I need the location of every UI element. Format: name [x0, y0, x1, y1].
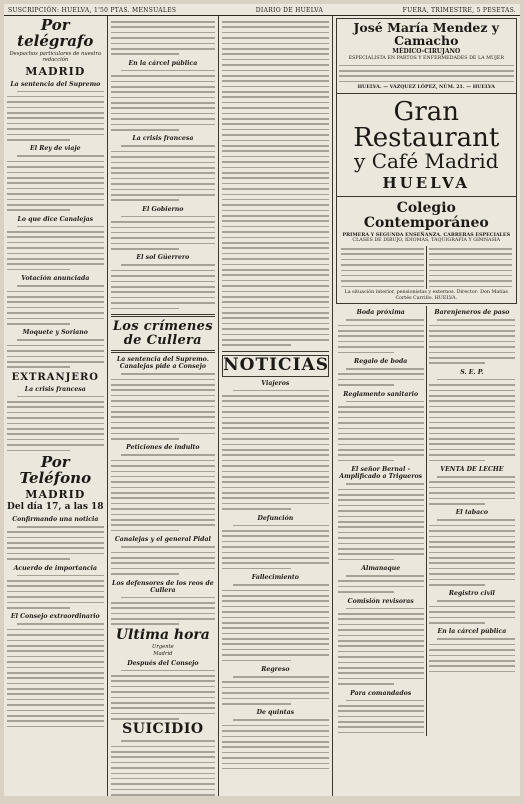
section-comision-revisoras: Comisión revisoras: [347, 597, 414, 605]
headline-noticias: NOTICIAS: [223, 354, 330, 375]
section-de-quintas: De quintas: [256, 709, 295, 717]
article-body: [111, 544, 216, 576]
article-body: [222, 388, 328, 512]
article-body: [338, 698, 424, 736]
article-body: [7, 224, 104, 273]
headline-por-telefono: Por Teléfono: [19, 452, 92, 487]
article-body: [7, 283, 104, 326]
article-body: [222, 717, 328, 771]
ad-huelva: HUELVA: [382, 173, 471, 192]
column-4: [333, 16, 520, 796]
article-body: [429, 474, 515, 506]
section-canalejas-pidal: Canalejas y el general Pidal: [114, 536, 211, 544]
section-senor-bernal: El señor Bernal - Amplificado a Trigueros: [339, 466, 423, 481]
column-1: [4, 16, 108, 796]
ad-colegio: [336, 197, 517, 305]
article-body: [222, 674, 328, 706]
section-barenjeneros: Barenjeneros de paso: [434, 309, 510, 317]
section-venta-leche: VENTA DE LECHE: [440, 466, 504, 474]
masthead: [4, 4, 520, 16]
headline-crimenes-cullera: Los crímenes de Cullera: [112, 318, 213, 348]
article-body: [222, 582, 328, 663]
article-body: [7, 153, 104, 212]
ad-body: [426, 246, 514, 289]
article-body: [7, 524, 104, 562]
article-body: [429, 517, 515, 587]
article-body: [111, 595, 216, 627]
article-body: [338, 366, 424, 388]
section-regreso: Regreso: [261, 666, 290, 674]
article-body: [111, 452, 216, 533]
section-sentencia-consejo: La sentencia del Supremo. Canalejas pide a Consejo: [116, 356, 209, 371]
ad-doctor-address: HUELVA. — VÁZQUEZ LÓPEZ, NÚM. 21. — HUELVA: [357, 84, 495, 91]
section-crisis-francesa-2: La crisis francesa: [132, 135, 194, 143]
ad-colegio-line-1: PRIMERA Y SEGUNDA ENSEÑANZA. CARRERAS ESPECIALES: [342, 231, 511, 238]
place-madrid: MADRID: [25, 64, 86, 78]
headline-suicidio: SUICIDIO: [122, 721, 204, 738]
ad-doctor-name: José María Mendez y Camacho: [353, 20, 500, 48]
column-2: [108, 16, 220, 796]
section-carcel-publica: En la cárcel pública: [437, 628, 507, 636]
place-madrid-3: Madrid: [153, 650, 173, 657]
date-line: Del día 17, a las 18: [7, 502, 104, 513]
section-crisis-francesa: La crisis francesa: [24, 385, 86, 393]
article-body: [111, 371, 216, 441]
article-body: [429, 317, 515, 366]
article-body: [111, 214, 216, 252]
ad-gran-restaurant: Gran Restaurant: [353, 96, 500, 153]
section-sentencia: La sentencia del Supremo: [10, 80, 101, 88]
ad-doctor-title: MÉDICO-CIRUJANO: [392, 48, 461, 55]
section-votacion: Votación anunciada: [21, 275, 90, 283]
article-body: [222, 19, 328, 348]
section-almanaque: Almanaque: [361, 565, 401, 573]
article-body: [222, 523, 328, 572]
section-peticiones-indulto: Peticiones de indulto: [126, 444, 200, 452]
article-body: [111, 143, 216, 202]
article-body: [7, 89, 104, 143]
section-acuerdo: Acuerdo de importancia: [13, 564, 97, 572]
article-body: [111, 19, 216, 57]
place-extranjero: EXTRANJERO: [11, 371, 100, 383]
section-boda-proxima: Boda próxima: [356, 309, 405, 317]
section-carcel: En la cárcel pública: [128, 59, 198, 67]
section-rey-viaje: El Rey de viaje: [30, 145, 81, 153]
headline-ultima-hora: Ultima hora: [115, 626, 210, 643]
masthead-subscription: SUSCRIPCIÓN: HUELVA, 1'50 PTAS. MENSUALES: [8, 6, 177, 14]
masthead-price: FUERA, TRIMESTRE, 5 PESETAS.: [402, 6, 516, 14]
headline-por-telegrafo: Por telégrafo: [17, 16, 94, 50]
section-reglamento-sanitario: Reglamento sanitario: [343, 390, 419, 398]
section-registro-civil: Registro civil: [448, 590, 495, 598]
section-fallecimiento: Fallecimiento: [251, 574, 299, 582]
article-body: [338, 606, 424, 687]
place-madrid-2: MADRID: [25, 488, 86, 502]
article-body: [111, 668, 216, 722]
ad-colegio-director: La situación interior, pensionistas y externos. Director: Don Matías Cortés Carrillo. HUELVA.: [344, 290, 509, 301]
ad-medico: [336, 18, 517, 94]
article-body: [111, 262, 216, 311]
article-body: [338, 573, 424, 595]
article-body: [338, 481, 424, 562]
article-body: [7, 573, 104, 611]
section-defensores: Los defensores de los reos de Cullera: [112, 579, 214, 594]
ad-doctor-specialty: ESPECIALISTA EN PARTOS Y ENFERMEDADES DE LA MUJER: [348, 56, 504, 61]
subhead-despachos: Despachos particulares de nuestra redacción: [9, 50, 102, 63]
article-body: [7, 337, 104, 369]
section-gobierno: El Gobierno: [142, 205, 184, 213]
section-regalo-boda: Regalo de boda: [354, 357, 408, 365]
ad-colegio-name: Colegio Contemporáneo: [363, 199, 489, 231]
ad-colegio-line-2: CLASES DE DIBUJO, IDIOMAS, TAQUIGRAFÍA Y GIMNASIA: [352, 238, 501, 244]
article-body: [338, 399, 424, 464]
article-body: [429, 636, 515, 674]
section-defuncion: Defunción: [257, 514, 294, 522]
article-body: [338, 317, 424, 355]
subhead-urgente: Urgente: [151, 643, 174, 650]
ad-cafe-madrid: y Café Madrid: [354, 148, 499, 173]
article-body: [7, 621, 104, 729]
section-despues-consejo: Después del Consejo: [127, 659, 199, 667]
ad-body: [339, 246, 426, 289]
newspaper-page: [4, 4, 520, 796]
section-confirmando: Confirmando una noticia: [12, 515, 99, 523]
masthead-title: DIARIO DE HUELVA: [255, 6, 324, 14]
article-body: [429, 598, 515, 625]
article-body: [111, 68, 216, 133]
section-sep: S. E. P.: [460, 368, 484, 376]
column-3: [219, 16, 332, 796]
article-body: [429, 377, 515, 463]
section-canalejas: Lo que dice Canalejas: [17, 215, 94, 223]
article-body: [7, 394, 104, 453]
section-tabaco: El tabaco: [455, 509, 489, 517]
section-consejo-extraordinario: El Consejo extraordinario: [10, 613, 100, 621]
ad-restaurant: [336, 94, 517, 197]
section-viajeros: Viajeros: [261, 379, 290, 387]
section-para-comandados: Para comandados: [350, 689, 412, 697]
ad-body: [339, 63, 514, 85]
section-moquete: Moquete y Soriano: [22, 329, 88, 337]
article-body: [111, 738, 216, 796]
section-sol-guerrero: El sol Güerrero: [136, 254, 190, 262]
